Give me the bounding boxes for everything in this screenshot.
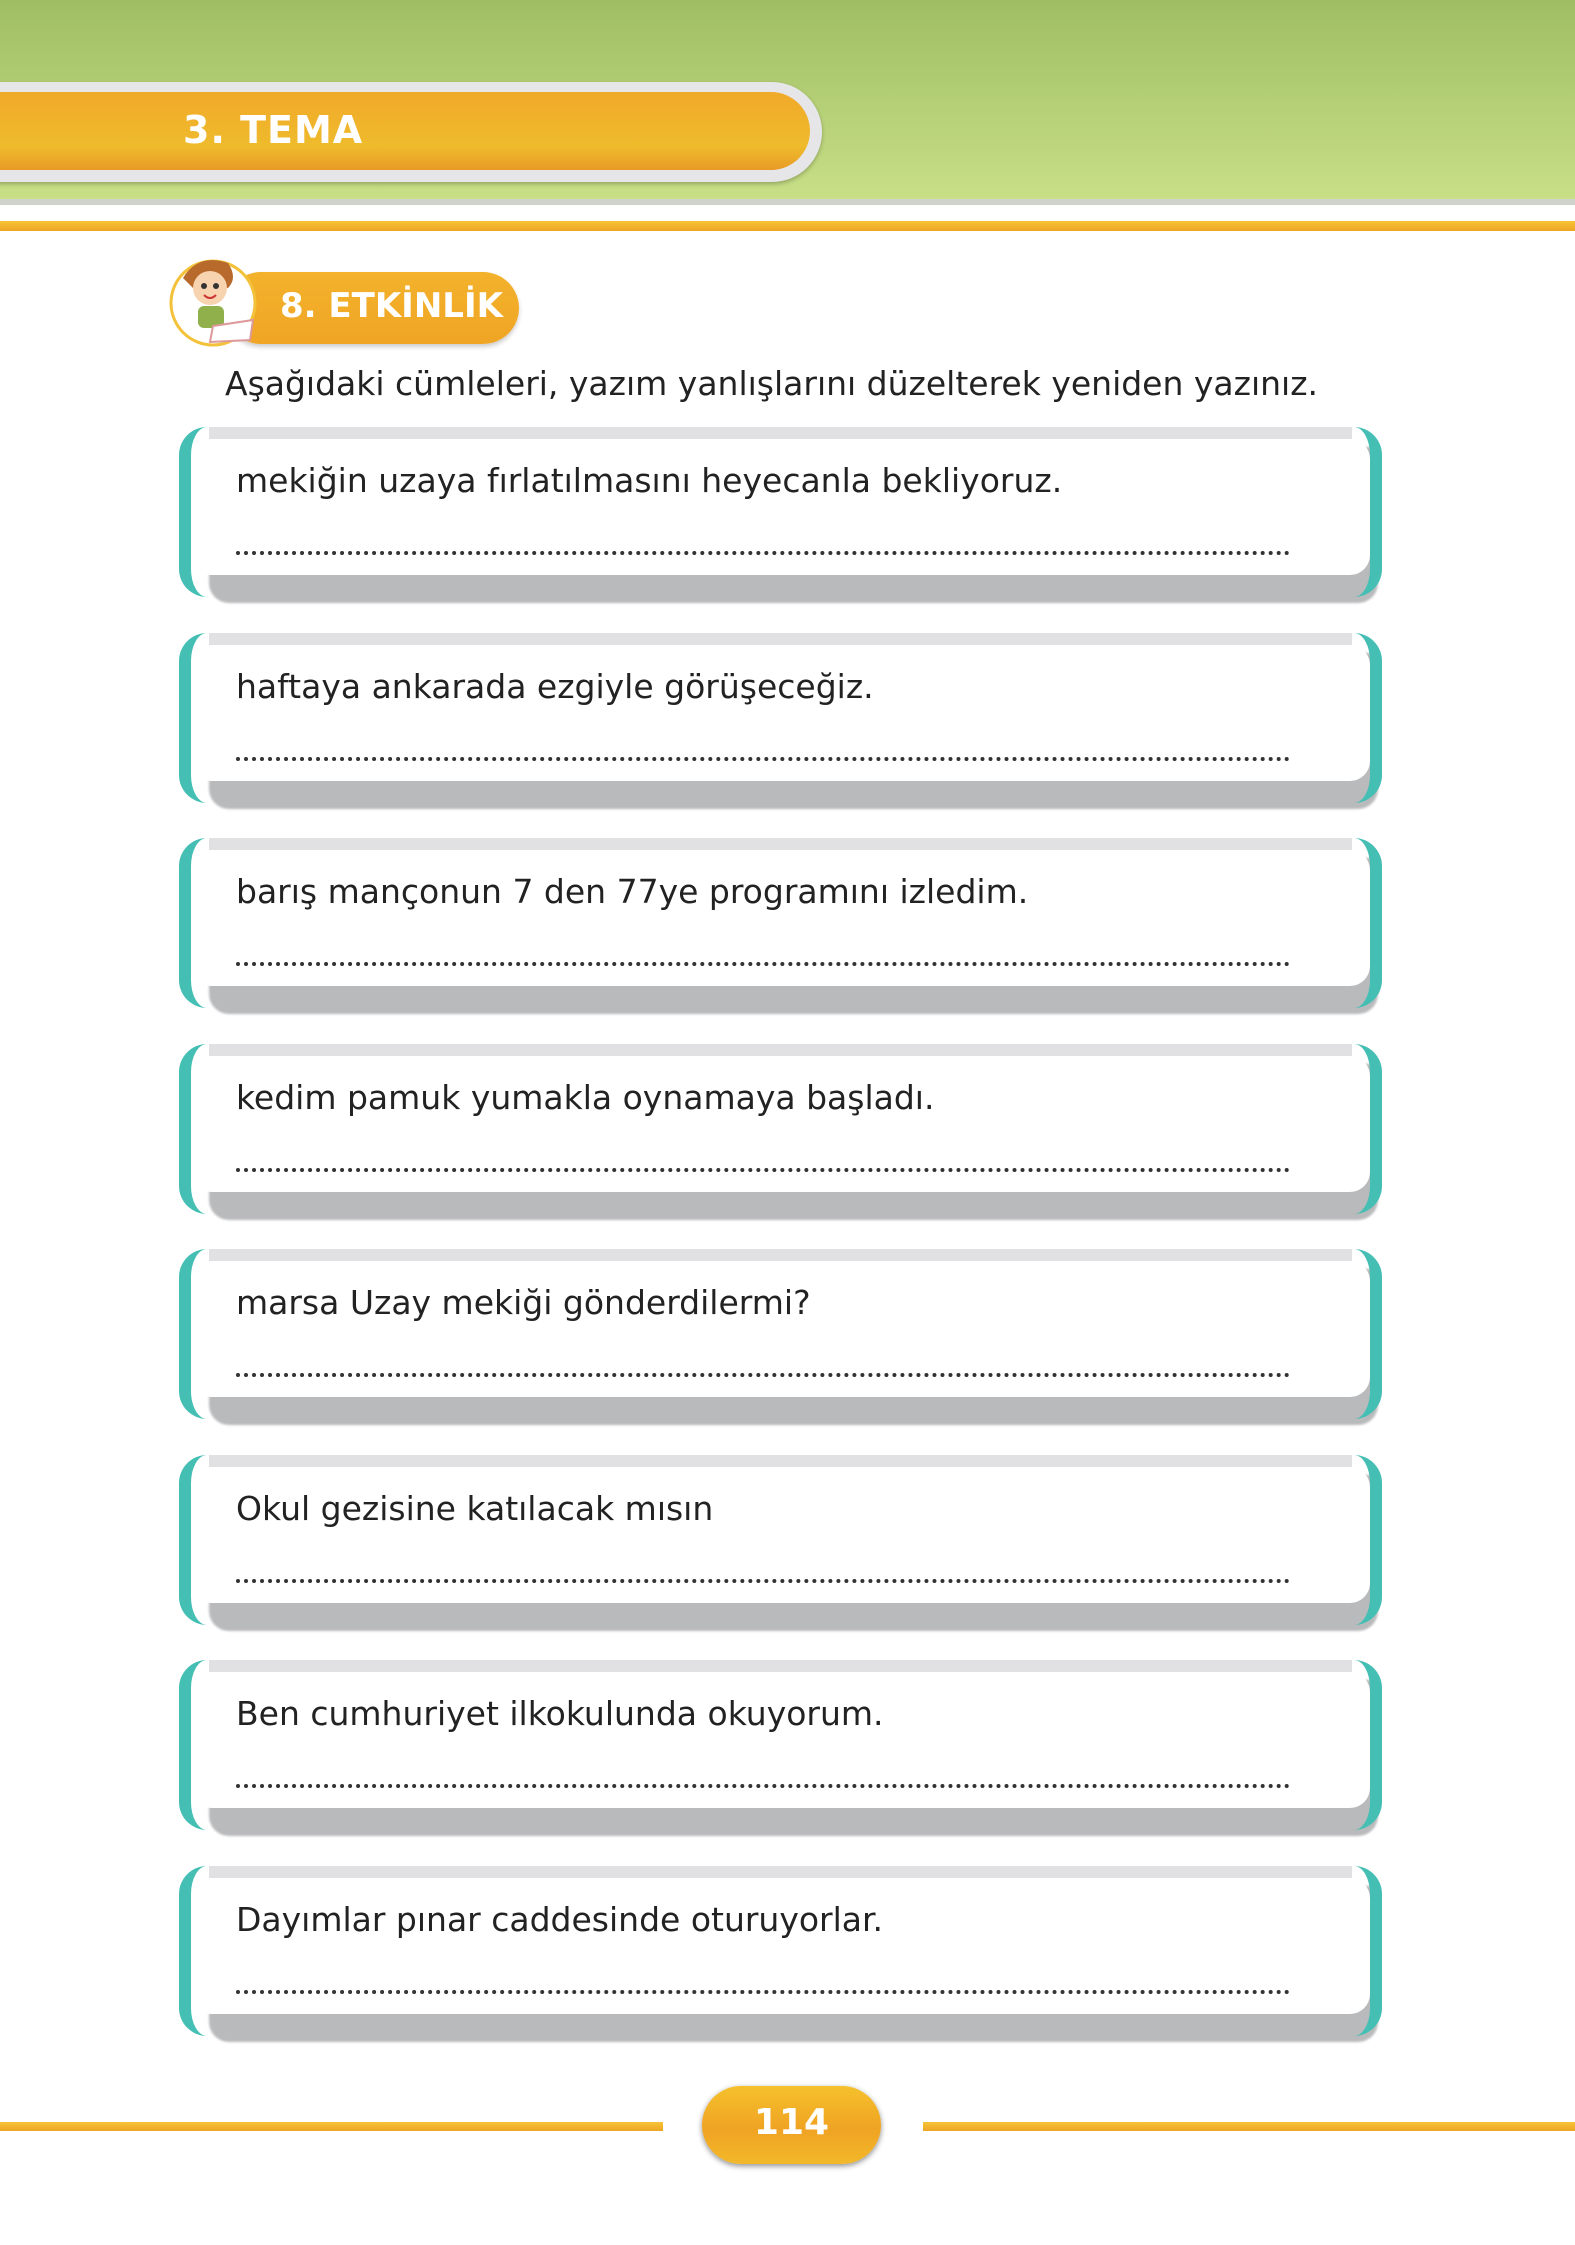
box-card (191, 1878, 1370, 2014)
answer-line[interactable] (236, 547, 1290, 555)
activity-title: 8. ETKİNLİK (280, 286, 503, 326)
page-number: 114 (753, 2102, 830, 2143)
exercise-box (179, 1044, 1382, 1214)
theme-bar (0, 82, 822, 182)
exercise-sentence: marsa Uzay mekiği gönderdilermi? (236, 1283, 811, 1322)
box-card (191, 645, 1370, 781)
exercise-sentence: haftaya ankarada ezgiyle görüşeceğiz. (236, 666, 874, 706)
theme-title: 3. TEMA (183, 108, 364, 152)
box-card (191, 850, 1370, 986)
exercise-sentence: barış mançonun 7 den 77ye programını izledim. (236, 872, 1029, 911)
page-number-badge (702, 2086, 881, 2164)
footer-line-right (923, 2122, 1575, 2131)
exercise-sentence: kedim pamuk yumakla oynamaya başladı. (236, 1077, 935, 1117)
exercise-sentence: Okul gezisine katılacak mısın (236, 1488, 714, 1528)
answer-line[interactable] (236, 1986, 1290, 1994)
exercise-box (179, 1660, 1382, 1830)
answer-line[interactable] (236, 1575, 1290, 1583)
exercise-box (179, 1866, 1382, 2036)
instruction-text: Aşağıdaki cümleleri, yazım yanlışlarını düzelterek yeniden yazınız. (225, 364, 1319, 403)
answer-line[interactable] (236, 753, 1290, 761)
answer-line[interactable] (236, 958, 1290, 966)
exercise-sentence: Ben cumhuriyet ilkokulunda okuyorum. (236, 1694, 884, 1733)
exercise-box (179, 838, 1382, 1008)
exercise-sentence: Dayımlar pınar caddesinde oturuyorlar. (236, 1899, 884, 1939)
exercise-box (179, 633, 1382, 803)
footer-line-left (0, 2122, 663, 2131)
exercise-box (179, 1455, 1382, 1625)
box-card (191, 1261, 1370, 1397)
box-card (191, 1467, 1370, 1603)
box-card (191, 1672, 1370, 1808)
exercise-box (179, 1249, 1382, 1419)
answer-line[interactable] (236, 1164, 1290, 1172)
girl-mascot-icon (158, 248, 268, 348)
exercise-sentence: mekiğin uzaya fırlatılmasını heyecanla bekliyoruz. (236, 461, 1063, 500)
answer-line[interactable] (236, 1780, 1290, 1788)
box-card (191, 439, 1370, 575)
answer-line[interactable] (236, 1369, 1290, 1377)
exercise-box (179, 427, 1382, 597)
activity-badge (225, 272, 519, 344)
divider (0, 221, 1575, 231)
box-card (191, 1056, 1370, 1192)
